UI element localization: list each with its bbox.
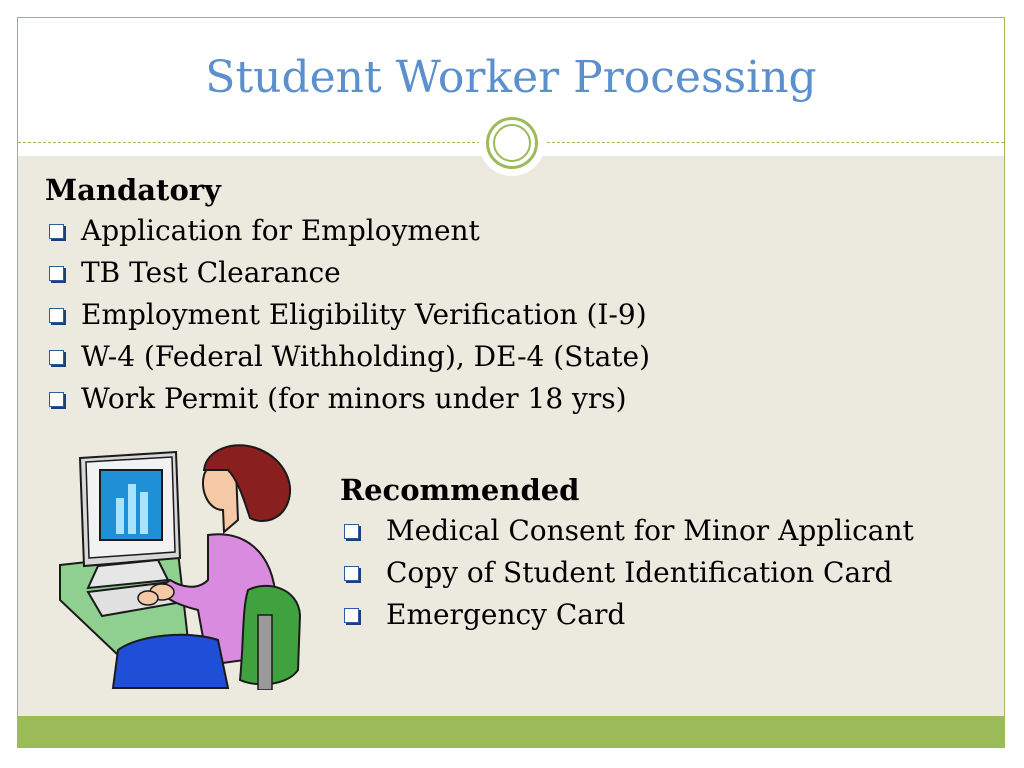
mandatory-item-label: Work Permit (for minors under 18 yrs) (81, 382, 627, 415)
recommended-item-label: Copy of Student Identification Card (386, 556, 893, 589)
checkbox-bullet-icon (49, 266, 64, 281)
recommended-item (340, 594, 914, 636)
recommended-item (340, 510, 914, 552)
footer-band (18, 716, 1004, 747)
mandatory-section (45, 170, 650, 420)
recommended-heading: Recommended (340, 473, 580, 507)
mandatory-item-label: TB Test Clearance (81, 256, 341, 289)
checkbox-bullet-icon (49, 392, 64, 407)
mandatory-item-label: W-4 (Federal Withholding), DE-4 (State) (81, 340, 651, 373)
recommended-item-label: Medical Consent for Minor Applicant (386, 514, 914, 547)
recommended-list (340, 510, 914, 636)
recommended-item-label: Emergency Card (386, 598, 626, 631)
recommended-item (340, 552, 914, 594)
checkbox-bullet-icon (49, 350, 64, 365)
mandatory-item-label: Employment Eligibility Verification (I-9) (81, 298, 647, 331)
mandatory-item (45, 294, 650, 336)
slide-title: Student Worker Processing (205, 52, 817, 103)
checkbox-bullet-icon (344, 566, 359, 581)
circle-ornament-inner-icon (493, 124, 531, 162)
mandatory-item (45, 210, 650, 252)
mandatory-item (45, 378, 650, 420)
mandatory-list (45, 210, 650, 420)
checkbox-bullet-icon (49, 224, 64, 239)
mandatory-item (45, 336, 650, 378)
woman-at-computer-clipart (58, 440, 308, 690)
mandatory-item (45, 252, 650, 294)
checkbox-bullet-icon (49, 308, 64, 323)
mandatory-item-label: Application for Employment (81, 214, 480, 247)
checkbox-bullet-icon (344, 524, 359, 539)
checkbox-bullet-icon (344, 608, 359, 623)
recommended-section (340, 470, 914, 636)
mandatory-heading: Mandatory (45, 173, 221, 207)
